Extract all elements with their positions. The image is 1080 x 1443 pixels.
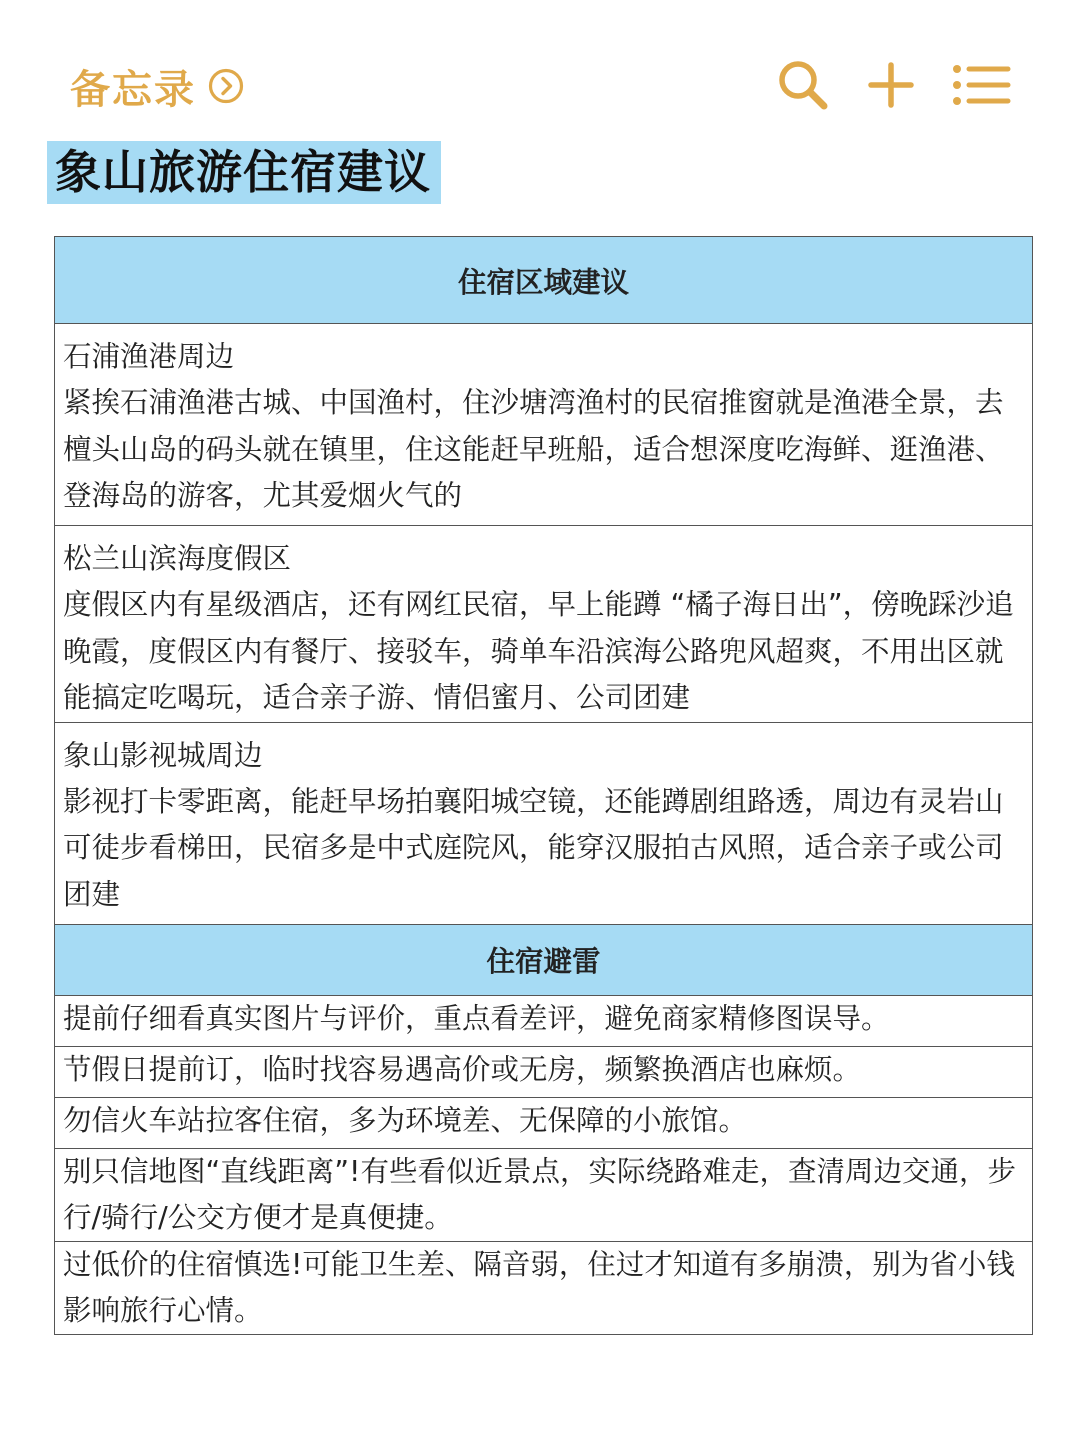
search-icon[interactable] [776,58,830,112]
table-row [55,1241,1033,1334]
area-description: 紧挨石浦渔港古城、中国渔村，住沙塘湾渔村的民宿推窗就是渔港全景，去檀头山岛的码头就在镇里，住这能赶早班船，适合想深度吃海鲜、逛渔港、登海岛的游客，尤其爱烟火气的 [63,386,1004,512]
chevron-right-circle-icon[interactable] [208,68,244,104]
table-row [55,1148,1033,1241]
area-name: 松兰山滨海度假区 [63,542,292,575]
area-description: 影视打卡零距离，能赶早场拍襄阳城空镜，还能蹲剧组路透，周边有灵岩山可徒步看梯田，民宿多是中式庭院风，能穿汉服拍古风照，适合亲子或公司团建 [63,784,1004,911]
areas-heading: 住宿区域建议 [55,237,1033,324]
pitfall-tip: 节假日提前订，临时找容易遇高价或无房，频繁换酒店也麻烦。 [55,1046,1033,1097]
plus-icon[interactable] [868,62,914,108]
pitfall-tip: 提前仔细看真实图片与评价，重点看差评，避免商家精修图误导。 [55,995,1033,1046]
table-row [55,526,1033,723]
note-title: 象山旅游住宿建议 [47,141,441,204]
table-row [55,1097,1033,1148]
table-row [55,324,1033,526]
area-name: 石浦渔港周边 [63,340,235,373]
top-toolbar [0,0,1080,150]
pitfall-tip: 别只信地图“直线距离”!有些看似近景点，实际绕路难走，查清周边交通，步行/骑行/公交方便才是真便捷。 [55,1148,1033,1241]
list-icon[interactable] [952,64,1012,106]
pitfall-tip: 过低价的住宿慎选!可能卫生差、隔音弱，住过才知道有多崩溃，别为省小钱影响旅行心情。 [55,1241,1033,1334]
area-cell [55,324,1033,526]
area-name: 象山影视城周边 [63,738,263,772]
area-cell [55,526,1033,723]
table-row [55,995,1033,1046]
lodging-table [54,236,1033,1335]
area-description: 度假区内有星级酒店，还有网红民宿，早上能蹲 “橘子海日出”，傍晚踩沙追晚霞，度假区内有餐厅、接驳车，骑单车沿滨海公路兜风超爽，不用出区就能搞定吃喝玩，适合亲子游、情侣蜜月、公司团建 [63,588,1014,714]
pitfall-tip: 勿信火车站拉客住宿，多为环境差、无保障的小旅馆。 [55,1097,1033,1148]
pitfalls-heading: 住宿避雷 [55,924,1033,995]
table-row [55,1046,1033,1097]
table-row [55,722,1033,924]
back-to-notes-button[interactable]: 备忘录 [70,67,196,113]
section-header-row [55,237,1033,324]
section-header-row [55,924,1033,995]
area-cell [55,722,1033,924]
